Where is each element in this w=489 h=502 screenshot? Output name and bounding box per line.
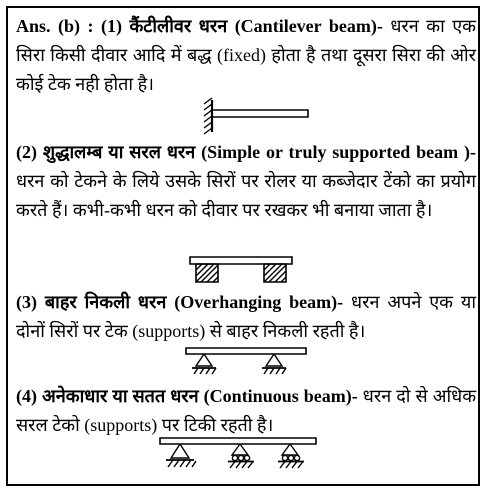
section-continuous: [16, 382, 476, 440]
section-overhanging: [16, 288, 476, 346]
section-text: धरन दो से अधिक सरल टेको (supports) पर टिकी रहती है।: [16, 386, 477, 435]
section-heading: (2) शुद्धालम्ब या सरल धरन (Simple or truly supported beam )-: [16, 142, 476, 162]
answer-document: [6, 6, 480, 486]
section-text: धरन को टेकने के लिये उसके सिरों पर रोलर या कब्जेदार टेंको का प्रयोग करते हैं। कभी-कभी धरन को दीवार पर रखकर भी बनाया जाता है।: [16, 171, 476, 220]
section-text: धरन अपने एक या दोनों सिरों पर टेक (supports) से बाहर निकली रहती है।: [16, 292, 476, 341]
continuous-beam-figure: [158, 436, 322, 474]
section-heading: Ans. (b) : (1) कैंटीलीवर धरन (Cantilever beam)-: [16, 16, 383, 36]
overhanging-beam-figure: [184, 346, 310, 378]
cantilever-beam-figure: [204, 98, 314, 134]
section-cantilever: [16, 12, 476, 99]
section-heading: (3) बाहर निकली धरन (Overhanging beam)-: [16, 292, 344, 312]
section-simply-supported: [16, 138, 476, 225]
section-text: धरन का एक सिरा किसी दीवार आदि में बद्ध (fixed) होता है तथा दूसरा सिरा की ओर कोई टेक नही होता है।: [16, 16, 477, 94]
section-heading: (4) अनेकाधार या सतत धरन (Continuous beam)-: [16, 386, 358, 406]
simply-supported-beam-figure: [188, 256, 294, 284]
